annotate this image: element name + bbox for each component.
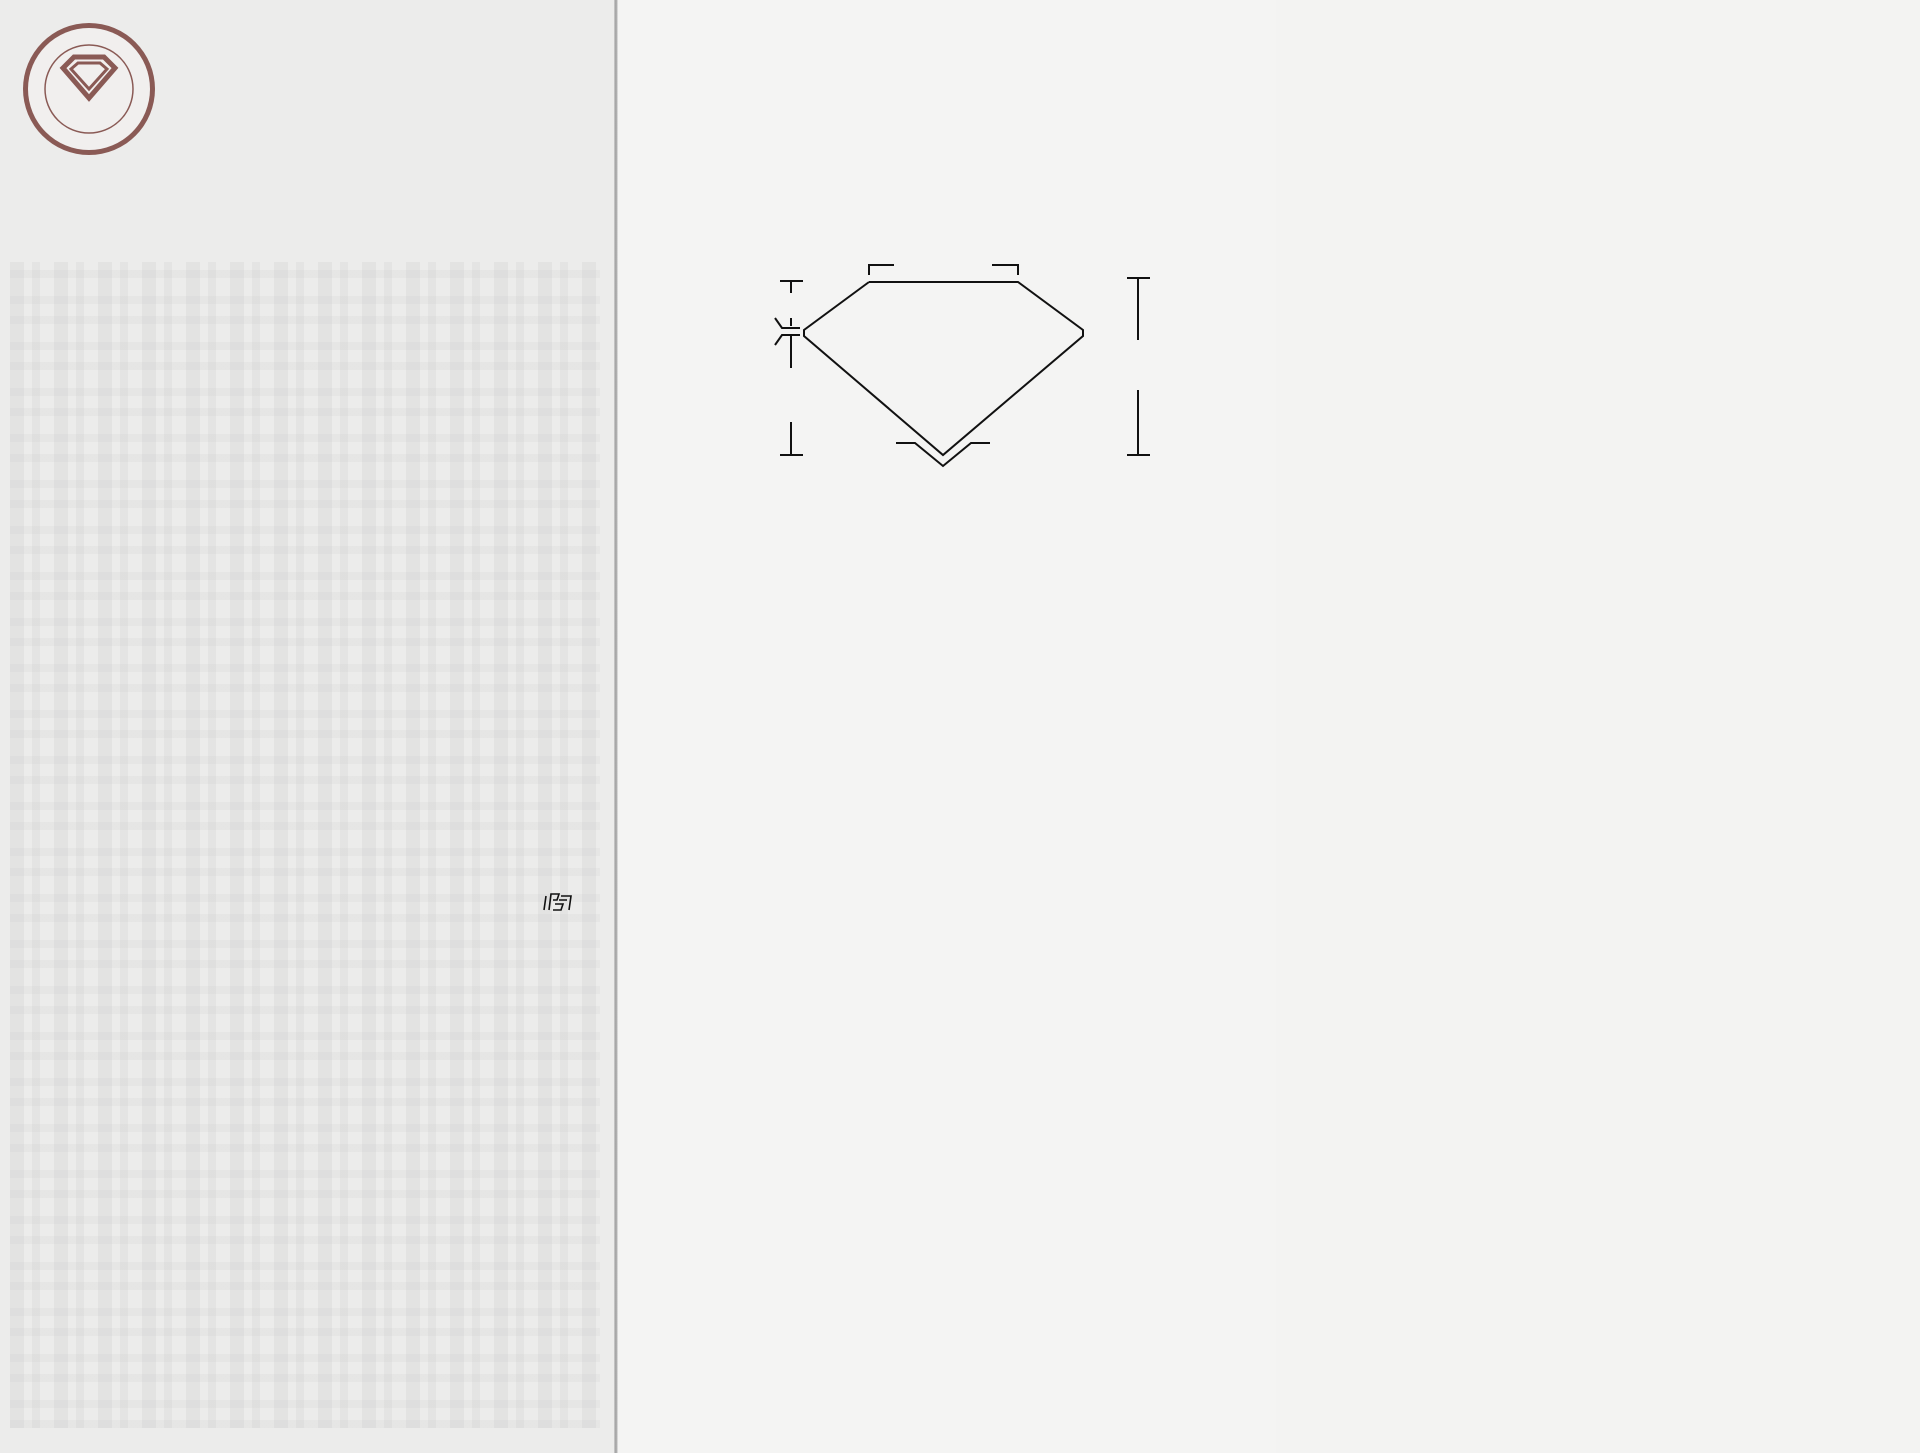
report-left-panel <box>0 0 614 1453</box>
field-value-inscription <box>541 892 577 914</box>
igi-logo-icon <box>8 8 170 170</box>
igi-logo-icon <box>541 892 573 912</box>
proportions-diagram <box>660 240 1220 500</box>
igi-watermark-pattern <box>10 262 600 1428</box>
report-middle-panel <box>618 0 1276 1453</box>
